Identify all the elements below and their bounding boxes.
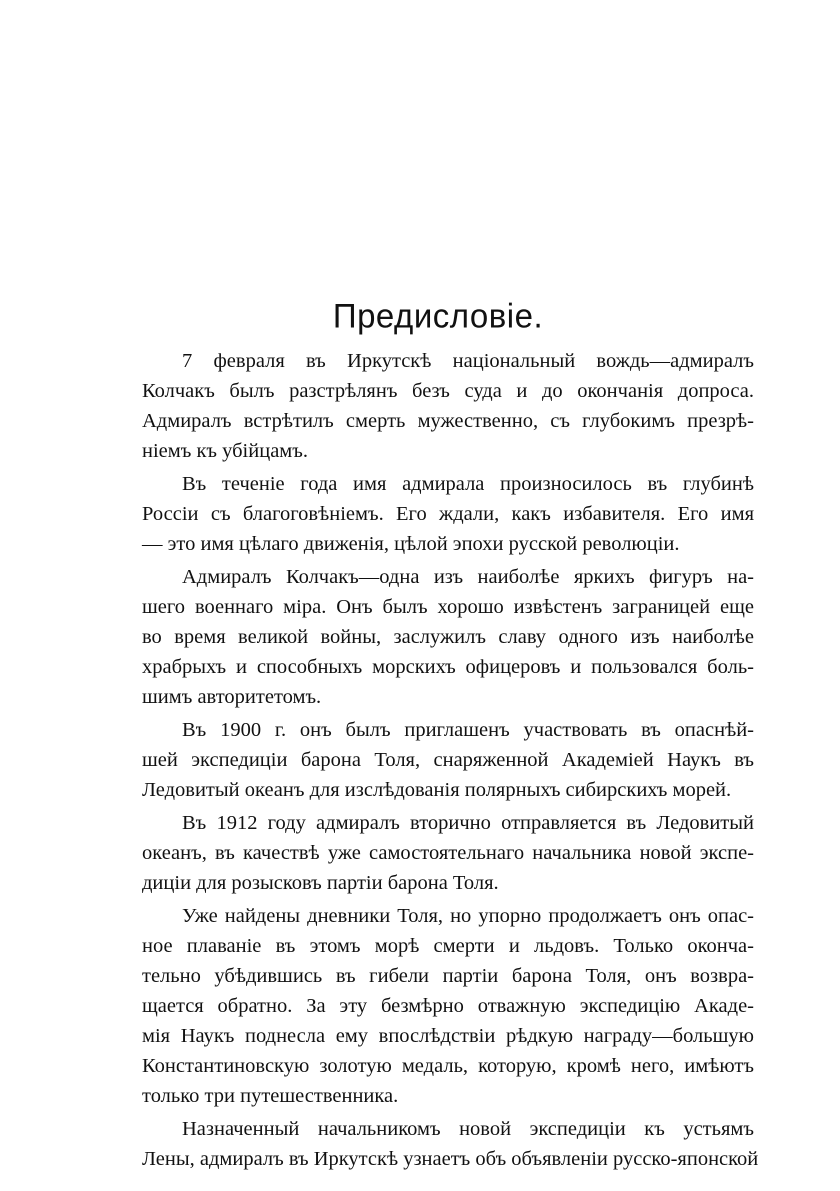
body-text bbox=[142, 346, 759, 1174]
text-line: Назначенный начальникомъ новой экспедиціи къ устьямъ bbox=[182, 1118, 754, 1140]
text-line: Колчакъ былъ разстрѣлянъ безъ суда и до окончанія допроса. bbox=[142, 380, 754, 402]
text-line: Адмиралъ Колчакъ—одна изъ наиболѣе яркихъ фигуръ на- bbox=[182, 566, 754, 588]
paragraph bbox=[142, 1114, 759, 1174]
text-line: тельно убѣдившись въ гибели партіи барона Толя, онъ возвра- bbox=[142, 965, 754, 987]
text-line: Въ 1912 году адмиралъ вторично отправляется въ Ледовитый bbox=[182, 812, 754, 834]
paragraph bbox=[142, 808, 754, 898]
text-line: Россіи съ благоговѣніемъ. Его ждали, какъ избавителя. Его имя bbox=[142, 503, 754, 525]
text-line: — это имя цѣлаго движенія, цѣлой эпохи русской революціи. bbox=[142, 533, 680, 555]
paragraph bbox=[142, 715, 754, 805]
text-line: диціи для розысковъ партіи барона Толя. bbox=[142, 872, 499, 894]
chapter-title: Предисловіе. bbox=[332, 296, 544, 335]
text-line: Въ теченіе года имя адмирала произносилось въ глубинѣ bbox=[182, 473, 754, 495]
text-line: шей экспедиціи барона Толя, снаряженной Академіей Наукъ въ bbox=[142, 749, 754, 771]
paragraph bbox=[142, 901, 754, 1111]
text-line: Ледовитый океанъ для изслѣдованія полярныхъ сибирскихъ морей. bbox=[142, 779, 732, 801]
text-line: Адмиралъ встрѣтилъ смерть мужественно, съ глубокимъ презрѣ- bbox=[142, 410, 754, 432]
text-line: ніемъ къ убійцамъ. bbox=[142, 440, 308, 462]
text-line: ное плаваніе въ этомъ морѣ смерти и льдовъ. Только оконча- bbox=[142, 935, 754, 957]
text-line: мія Наукъ поднесла ему впослѣдствіи рѣдкую награду—большую bbox=[142, 1025, 754, 1047]
text-line: храбрыхъ и способныхъ морскихъ офицеровъ и пользовался боль- bbox=[142, 656, 754, 678]
text-line: 7 февраля въ Иркутскѣ національный вождь—адмиралъ bbox=[182, 350, 754, 372]
text-line: океанъ, въ качествѣ уже самостоятельнаго начальника новой экспе- bbox=[142, 842, 754, 864]
text-line: Константиновскую золотую медаль, которую, кромѣ него, имѣютъ bbox=[142, 1055, 754, 1077]
text-line: Лены, адмиралъ въ Иркутскѣ узнаетъ объ объявленіи русско-японской bbox=[142, 1148, 759, 1170]
text-line: шего военнаго міра. Онъ былъ хорошо извѣстенъ заграницей еще bbox=[142, 596, 754, 618]
paragraph bbox=[142, 562, 754, 712]
paragraph bbox=[142, 469, 754, 559]
text-line: во время великой войны, заслужилъ славу одного изъ наиболѣе bbox=[142, 626, 754, 648]
text-line: шимъ авторитетомъ. bbox=[142, 686, 322, 708]
text-line: Уже найдены дневники Толя, но упорно продолжаетъ онъ опас- bbox=[182, 905, 754, 927]
text-line: щается обратно. За эту безмѣрно отважную экспедицію Акаде- bbox=[142, 995, 754, 1017]
text-line: только три путешественника. bbox=[142, 1085, 399, 1107]
paragraph bbox=[142, 346, 754, 466]
text-line: Въ 1900 г. онъ былъ приглашенъ участвовать въ опаснѣй- bbox=[182, 719, 754, 741]
